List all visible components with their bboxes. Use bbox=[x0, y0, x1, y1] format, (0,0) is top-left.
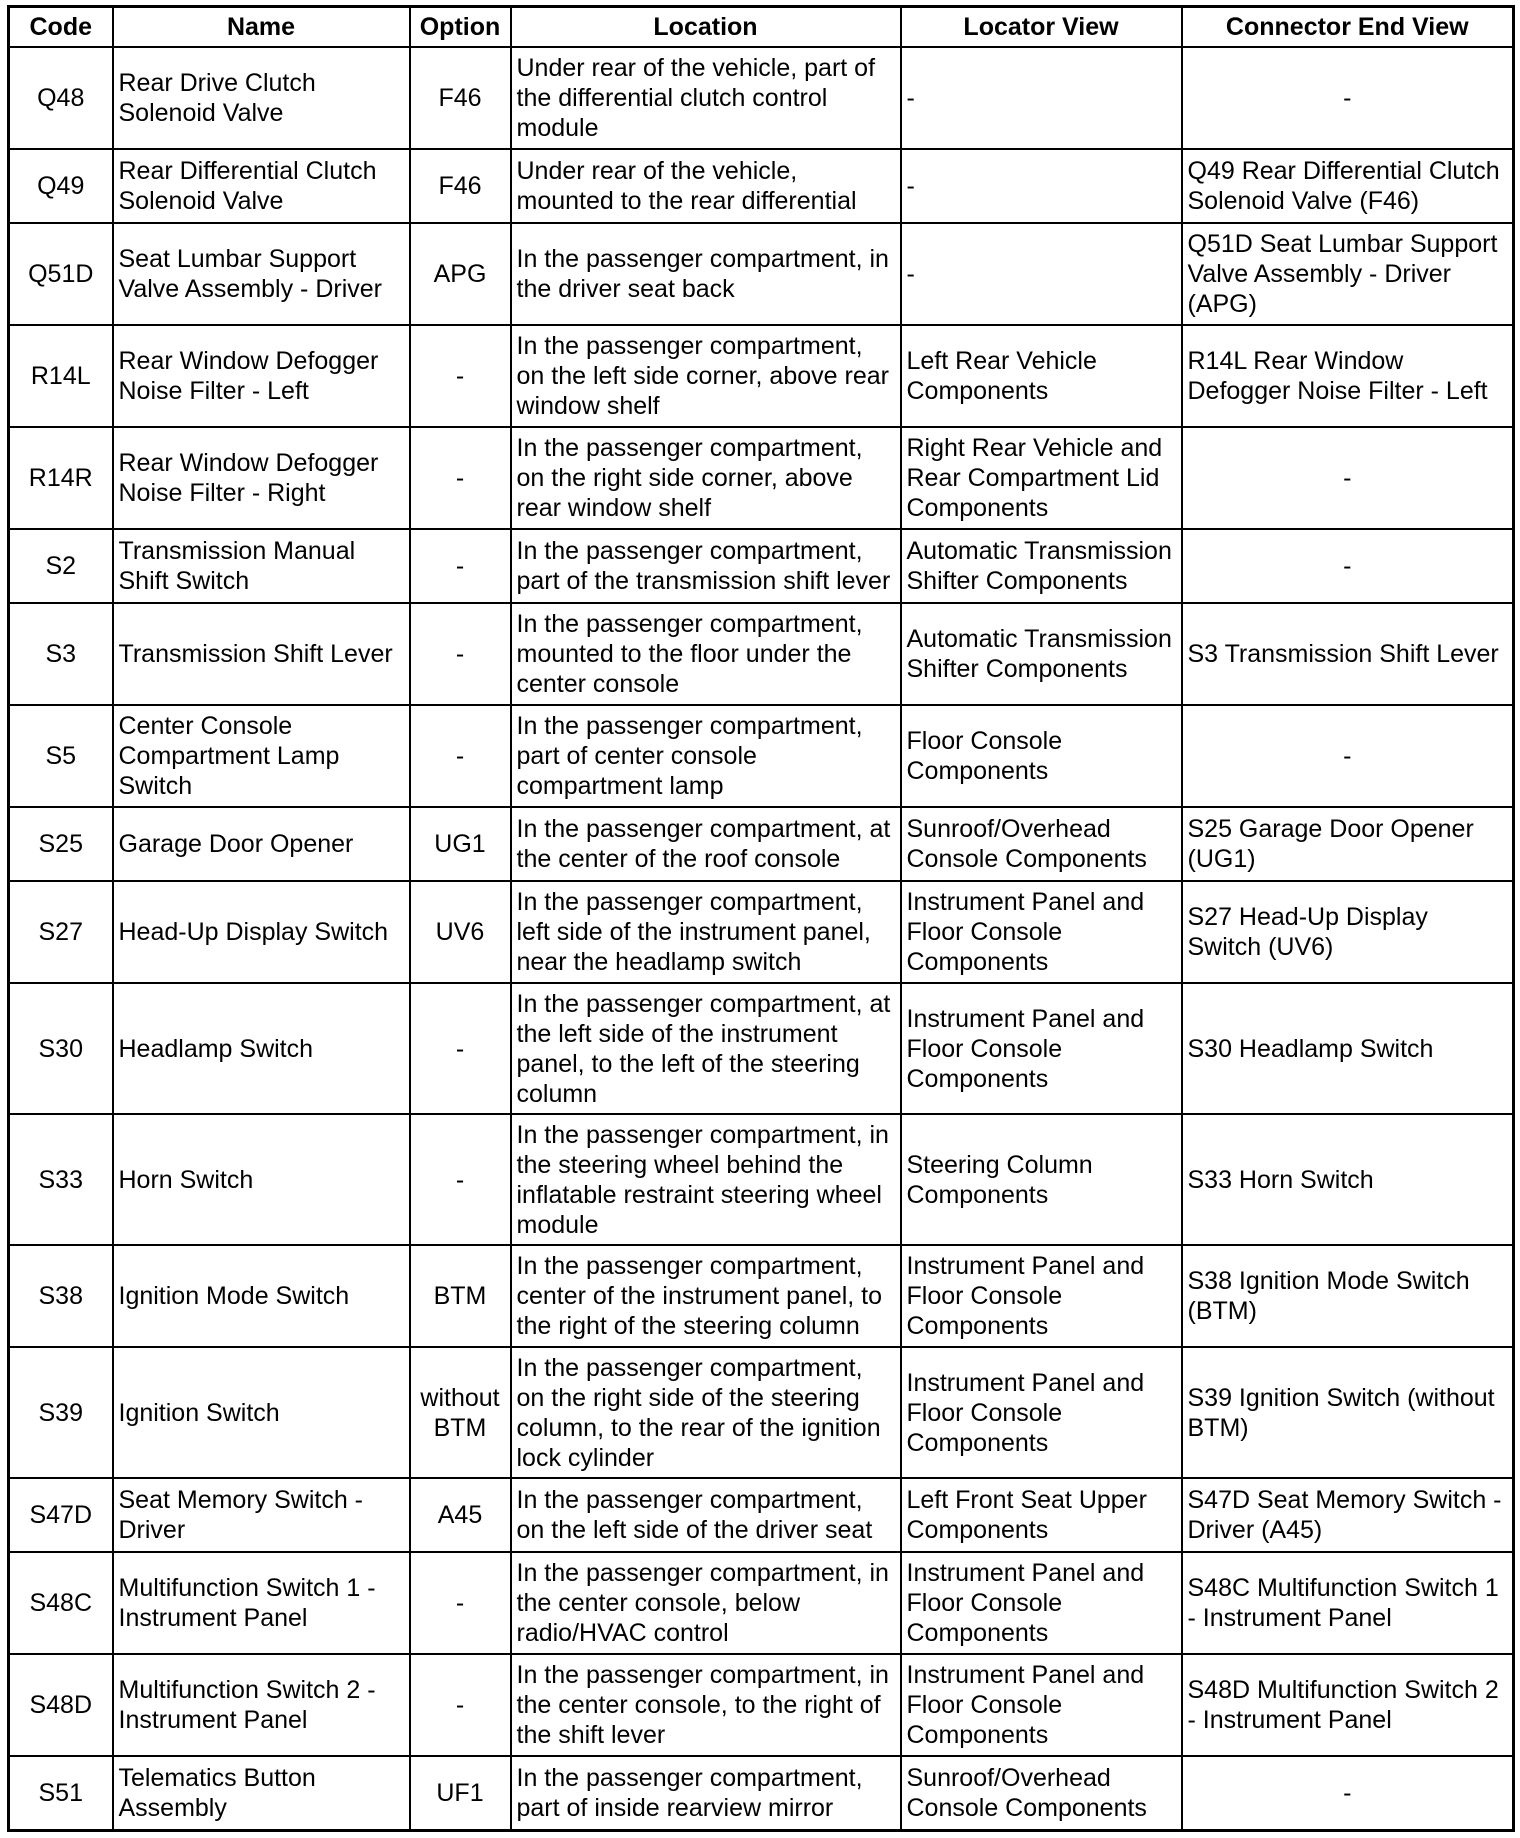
cell-connector-end-view: S30 Headlamp Switch bbox=[1182, 983, 1514, 1114]
cell-code: S27 bbox=[9, 881, 113, 983]
cell-connector-end-view: Q51D Seat Lumbar Support Valve Assembly - Driver (APG) bbox=[1182, 223, 1514, 325]
cell-code: S48D bbox=[9, 1654, 113, 1756]
cell-code: Q49 bbox=[9, 149, 113, 223]
cell-location: In the passenger compartment, in the driver seat back bbox=[511, 223, 901, 325]
header-row bbox=[9, 7, 1514, 48]
cell-connector-end-view: S48C Multifunction Switch 1 - Instrument Panel bbox=[1182, 1552, 1514, 1654]
header-code: Code bbox=[9, 7, 113, 48]
cell-name: Rear Differential Clutch Solenoid Valve bbox=[113, 149, 410, 223]
cell-name: Center Console Compartment Lamp Switch bbox=[113, 705, 410, 807]
cell-name: Multifunction Switch 2 - Instrument Panel bbox=[113, 1654, 410, 1756]
component-locator-table bbox=[7, 5, 1515, 1832]
cell-option: UF1 bbox=[410, 1756, 511, 1831]
cell-locator-view: Instrument Panel and Floor Console Components bbox=[901, 1347, 1182, 1478]
cell-name: Rear Window Defogger Noise Filter - Left bbox=[113, 325, 410, 427]
table-row bbox=[9, 983, 1514, 1114]
cell-location: In the passenger compartment, part of the transmission shift lever bbox=[511, 529, 901, 603]
header-connector-end-view: Connector End View bbox=[1182, 7, 1514, 48]
cell-connector-end-view: - bbox=[1182, 705, 1514, 807]
cell-option: - bbox=[410, 529, 511, 603]
cell-code: Q48 bbox=[9, 47, 113, 149]
cell-option: - bbox=[410, 325, 511, 427]
table-row bbox=[9, 149, 1514, 223]
cell-location: In the passenger compartment, in the center console, to the right of the shift lever bbox=[511, 1654, 901, 1756]
table-row bbox=[9, 603, 1514, 705]
cell-code: S5 bbox=[9, 705, 113, 807]
cell-option: - bbox=[410, 427, 511, 529]
cell-locator-view: Steering Column Components bbox=[901, 1114, 1182, 1245]
cell-code: R14L bbox=[9, 325, 113, 427]
cell-option: BTM bbox=[410, 1245, 511, 1347]
cell-location: In the passenger compartment, in the center console, below radio/HVAC control bbox=[511, 1552, 901, 1654]
cell-connector-end-view: S27 Head-Up Display Switch (UV6) bbox=[1182, 881, 1514, 983]
table-row bbox=[9, 1114, 1514, 1245]
cell-locator-view: Sunroof/Overhead Console Components bbox=[901, 1756, 1182, 1831]
table-row bbox=[9, 1756, 1514, 1831]
cell-code: S47D bbox=[9, 1478, 113, 1552]
cell-location: In the passenger compartment, at the center of the roof console bbox=[511, 807, 901, 881]
table-row bbox=[9, 1245, 1514, 1347]
cell-option: - bbox=[410, 603, 511, 705]
cell-connector-end-view: S3 Transmission Shift Lever bbox=[1182, 603, 1514, 705]
table-row bbox=[9, 1552, 1514, 1654]
cell-locator-view: Sunroof/Overhead Console Components bbox=[901, 807, 1182, 881]
header-option: Option bbox=[410, 7, 511, 48]
cell-option: A45 bbox=[410, 1478, 511, 1552]
cell-option: - bbox=[410, 1114, 511, 1245]
cell-name: Telematics Button Assembly bbox=[113, 1756, 410, 1831]
table-row bbox=[9, 223, 1514, 325]
cell-code: S25 bbox=[9, 807, 113, 881]
cell-name: Ignition Mode Switch bbox=[113, 1245, 410, 1347]
cell-code: S39 bbox=[9, 1347, 113, 1478]
cell-location: In the passenger compartment, on the left side of the driver seat bbox=[511, 1478, 901, 1552]
cell-location: In the passenger compartment, left side of the instrument panel, near the headlamp switch bbox=[511, 881, 901, 983]
cell-code: S3 bbox=[9, 603, 113, 705]
cell-code: S2 bbox=[9, 529, 113, 603]
cell-option: - bbox=[410, 1552, 511, 1654]
cell-connector-end-view: S48D Multifunction Switch 2 - Instrument Panel bbox=[1182, 1654, 1514, 1756]
cell-locator-view: Automatic Transmission Shifter Components bbox=[901, 529, 1182, 603]
cell-location: In the passenger compartment, on the right side of the steering column, to the rear of the ignition lock cylinder bbox=[511, 1347, 901, 1478]
table-row bbox=[9, 881, 1514, 983]
cell-locator-view: Instrument Panel and Floor Console Components bbox=[901, 1245, 1182, 1347]
cell-name: Transmission Shift Lever bbox=[113, 603, 410, 705]
cell-location: In the passenger compartment, on the right side corner, above rear window shelf bbox=[511, 427, 901, 529]
table-row bbox=[9, 427, 1514, 529]
table-row bbox=[9, 705, 1514, 807]
cell-location: In the passenger compartment, center of the instrument panel, to the right of the steering column bbox=[511, 1245, 901, 1347]
cell-locator-view: Instrument Panel and Floor Console Components bbox=[901, 881, 1182, 983]
cell-locator-view: - bbox=[901, 149, 1182, 223]
cell-name: Seat Lumbar Support Valve Assembly - Driver bbox=[113, 223, 410, 325]
cell-connector-end-view: - bbox=[1182, 427, 1514, 529]
cell-locator-view: - bbox=[901, 47, 1182, 149]
table-row bbox=[9, 807, 1514, 881]
cell-option: - bbox=[410, 1654, 511, 1756]
cell-locator-view: Automatic Transmission Shifter Components bbox=[901, 603, 1182, 705]
cell-connector-end-view: S38 Ignition Mode Switch (BTM) bbox=[1182, 1245, 1514, 1347]
header-location: Location bbox=[511, 7, 901, 48]
table-row bbox=[9, 325, 1514, 427]
cell-code: S48C bbox=[9, 1552, 113, 1654]
cell-location: In the passenger compartment, part of inside rearview mirror bbox=[511, 1756, 901, 1831]
cell-location: In the passenger compartment, at the left side of the instrument panel, to the left of the steering column bbox=[511, 983, 901, 1114]
cell-option: - bbox=[410, 705, 511, 807]
cell-option: F46 bbox=[410, 47, 511, 149]
cell-location: In the passenger compartment, mounted to the floor under the center console bbox=[511, 603, 901, 705]
cell-option: without BTM bbox=[410, 1347, 511, 1478]
table-row bbox=[9, 1654, 1514, 1756]
cell-connector-end-view: - bbox=[1182, 529, 1514, 603]
cell-connector-end-view: R14L Rear Window Defogger Noise Filter - Left bbox=[1182, 325, 1514, 427]
cell-locator-view: Floor Console Components bbox=[901, 705, 1182, 807]
cell-locator-view: Left Front Seat Upper Components bbox=[901, 1478, 1182, 1552]
cell-connector-end-view: S39 Ignition Switch (without BTM) bbox=[1182, 1347, 1514, 1478]
cell-connector-end-view: S33 Horn Switch bbox=[1182, 1114, 1514, 1245]
cell-locator-view: Left Rear Vehicle Components bbox=[901, 325, 1182, 427]
cell-connector-end-view: S47D Seat Memory Switch - Driver (A45) bbox=[1182, 1478, 1514, 1552]
cell-option: UV6 bbox=[410, 881, 511, 983]
cell-name: Rear Window Defogger Noise Filter - Right bbox=[113, 427, 410, 529]
cell-name: Horn Switch bbox=[113, 1114, 410, 1245]
cell-location: In the passenger compartment, part of center console compartment lamp bbox=[511, 705, 901, 807]
cell-option: - bbox=[410, 983, 511, 1114]
cell-locator-view: Instrument Panel and Floor Console Components bbox=[901, 983, 1182, 1114]
cell-name: Transmission Manual Shift Switch bbox=[113, 529, 410, 603]
cell-name: Multifunction Switch 1 - Instrument Panel bbox=[113, 1552, 410, 1654]
cell-name: Ignition Switch bbox=[113, 1347, 410, 1478]
cell-location: Under rear of the vehicle, mounted to the rear differential bbox=[511, 149, 901, 223]
cell-location: In the passenger compartment, in the steering wheel behind the inflatable restraint steering wheel module bbox=[511, 1114, 901, 1245]
header-locator-view: Locator View bbox=[901, 7, 1182, 48]
table-row bbox=[9, 47, 1514, 149]
cell-name: Head-Up Display Switch bbox=[113, 881, 410, 983]
cell-locator-view: Instrument Panel and Floor Console Components bbox=[901, 1654, 1182, 1756]
cell-code: S38 bbox=[9, 1245, 113, 1347]
table-row bbox=[9, 529, 1514, 603]
component-locator-table-wrapper bbox=[7, 5, 1512, 1832]
cell-locator-view: Instrument Panel and Floor Console Components bbox=[901, 1552, 1182, 1654]
cell-code: S33 bbox=[9, 1114, 113, 1245]
cell-name: Headlamp Switch bbox=[113, 983, 410, 1114]
cell-location: In the passenger compartment, on the left side corner, above rear window shelf bbox=[511, 325, 901, 427]
cell-connector-end-view: - bbox=[1182, 1756, 1514, 1831]
cell-name: Seat Memory Switch - Driver bbox=[113, 1478, 410, 1552]
cell-name: Garage Door Opener bbox=[113, 807, 410, 881]
cell-connector-end-view: Q49 Rear Differential Clutch Solenoid Valve (F46) bbox=[1182, 149, 1514, 223]
cell-code: R14R bbox=[9, 427, 113, 529]
cell-option: F46 bbox=[410, 149, 511, 223]
cell-connector-end-view: S25 Garage Door Opener (UG1) bbox=[1182, 807, 1514, 881]
cell-name: Rear Drive Clutch Solenoid Valve bbox=[113, 47, 410, 149]
cell-code: Q51D bbox=[9, 223, 113, 325]
table-row bbox=[9, 1347, 1514, 1478]
cell-option: UG1 bbox=[410, 807, 511, 881]
cell-location: Under rear of the vehicle, part of the differential clutch control module bbox=[511, 47, 901, 149]
table-row bbox=[9, 1478, 1514, 1552]
cell-locator-view: Right Rear Vehicle and Rear Compartment Lid Components bbox=[901, 427, 1182, 529]
cell-code: S51 bbox=[9, 1756, 113, 1831]
header-name: Name bbox=[113, 7, 410, 48]
cell-option: APG bbox=[410, 223, 511, 325]
cell-locator-view: - bbox=[901, 223, 1182, 325]
cell-code: S30 bbox=[9, 983, 113, 1114]
cell-connector-end-view: - bbox=[1182, 47, 1514, 149]
